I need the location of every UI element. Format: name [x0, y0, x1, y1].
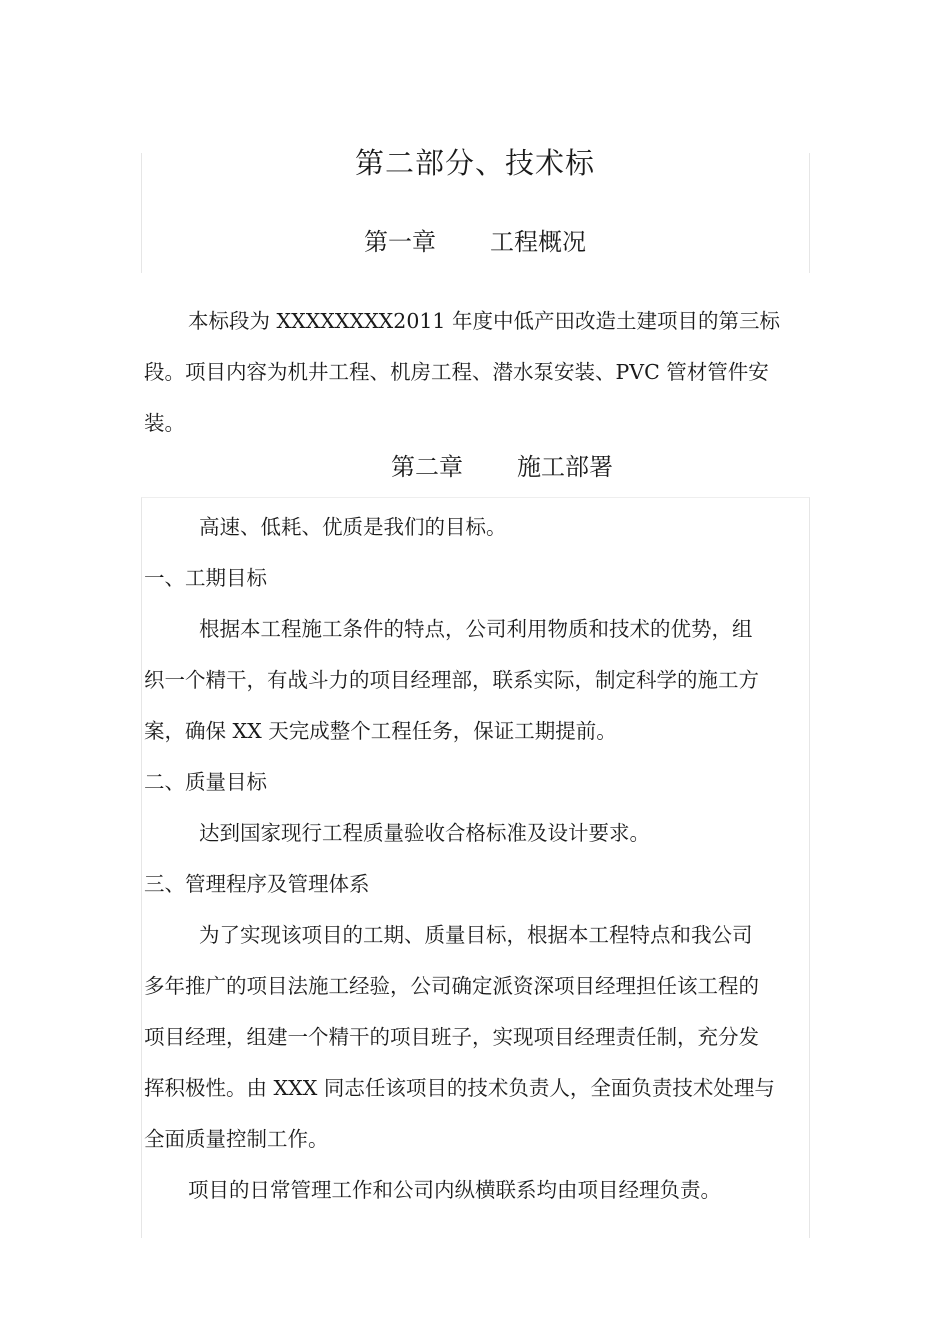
- paragraph-line: 本标段为 XXXXXXXX2011 年度中低产田改造土建项目的第三标: [188, 309, 780, 333]
- paragraph-line: 装。: [144, 411, 185, 435]
- chapter-1-heading: [0, 225, 950, 259]
- section-1-heading: 一、工期目标: [144, 566, 267, 590]
- paragraph-line: 织一个精干，有战斗力的项目经理部，联系实际，制定科学的施工方: [144, 668, 759, 692]
- paragraph-line: 项目经理，组建一个精干的项目班子，实现项目经理责任制，充分发: [144, 1025, 759, 1049]
- chapter-2-number: 第二章: [391, 453, 463, 481]
- paragraph-line: 案，确保 XX 天完成整个工程任务，保证工期提前。: [144, 719, 617, 743]
- section-3-heading: 三、管理程序及管理体系: [144, 872, 370, 896]
- paragraph-line: 为了实现该项目的工期、质量目标，根据本工程特点和我公司: [199, 923, 753, 947]
- chapter-2-body: [144, 502, 808, 1216]
- intro-line: 高速、低耗、优质是我们的目标。: [199, 515, 507, 539]
- chapter-2-heading: [27, 450, 950, 484]
- paragraph-line: 全面质量控制工作。: [144, 1127, 329, 1151]
- section-2-heading: 二、质量目标: [144, 770, 267, 794]
- paragraph-line: 挥积极性。由 XXX 同志任该项目的技术负责人，全面负责技术处理与: [144, 1076, 775, 1100]
- closing-line: 项目的日常管理工作和公司内纵横联系均由项目经理负责。: [188, 1178, 721, 1202]
- chapter-1-title: 工程概况: [490, 228, 586, 256]
- chapter-2-title: 施工部署: [517, 453, 613, 481]
- part-title: 第二部分、技术标: [354, 146, 595, 180]
- chapter-1-number: 第一章: [364, 228, 436, 256]
- paragraph-line: 多年推广的项目法施工经验，公司确定派资深项目经理担任该工程的: [144, 974, 759, 998]
- chapter-1-paragraph: [144, 296, 808, 449]
- paragraph-line: 根据本工程施工条件的特点，公司利用物质和技术的优势，组: [199, 617, 753, 641]
- paragraph-line: 段。项目内容为机井工程、机房工程、潜水泵安装、PVC 管材管件安: [144, 360, 769, 384]
- paragraph-line: 达到国家现行工程质量验收合格标准及设计要求。: [199, 821, 650, 845]
